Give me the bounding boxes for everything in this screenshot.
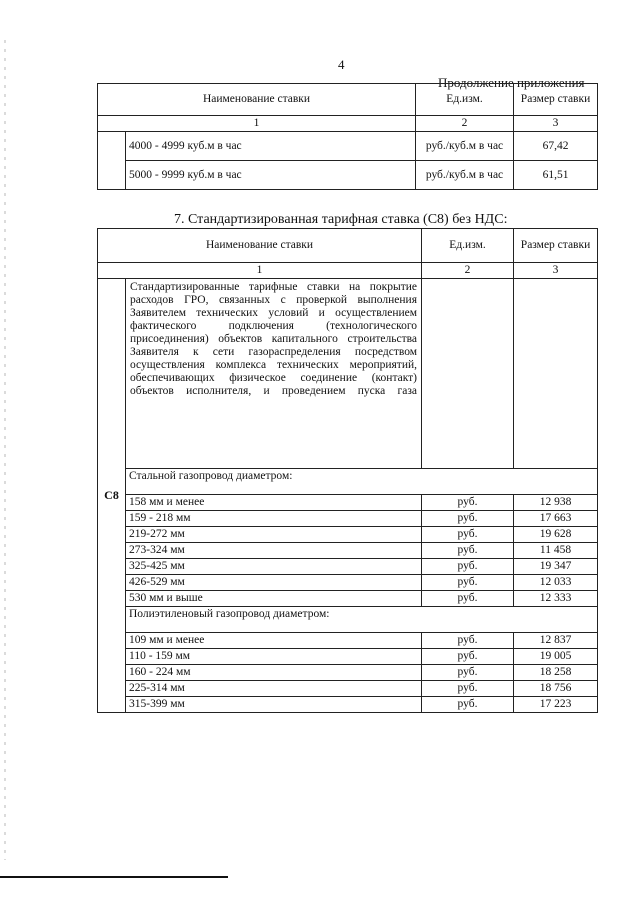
table-row <box>98 495 598 511</box>
column-number-row <box>98 116 598 132</box>
table-row <box>98 559 598 575</box>
row-unit: руб. <box>422 681 514 697</box>
header-name: Наименование ставки <box>98 229 422 263</box>
row-value: 17 223 <box>514 697 598 713</box>
row-name: 273-324 мм <box>126 543 422 559</box>
table-row <box>98 161 598 190</box>
col-num-1: 1 <box>98 116 416 132</box>
row-unit: руб. <box>422 591 514 607</box>
row-value: 12 333 <box>514 591 598 607</box>
row-value: 17 663 <box>514 511 598 527</box>
table-row <box>98 697 598 713</box>
row-name: 159 - 218 мм <box>126 511 422 527</box>
tariff-table-c8 <box>97 228 598 713</box>
empty-cell <box>514 279 598 469</box>
rate-description: Стандартизированные тарифные ставки на покрытие расходов ГРО, связанных с проверкой выполнения Заявителем технических условий и осуществлением фактического подключения (технологического присоединения) объектов капитального строительства Заявителя к сети газораспределения посредством осуществления комплекса технических мероприятий, обеспечивающих физическое соединение (контакт) объектов исполнителя, и проведением пуска газа <box>126 279 422 469</box>
header-unit: Ед.изм. <box>416 84 514 116</box>
header-size: Размер ставки <box>514 84 598 116</box>
row-value: 19 347 <box>514 559 598 575</box>
row-unit: руб. <box>422 527 514 543</box>
header-name: Наименование ставки <box>98 84 416 116</box>
header-unit: Ед.изм. <box>422 229 514 263</box>
row-value: 12 837 <box>514 633 598 649</box>
col-num-3: 3 <box>514 116 598 132</box>
row-value: 12 938 <box>514 495 598 511</box>
rate-code-cell: С8 <box>98 279 126 713</box>
group-header-row <box>98 469 598 495</box>
row-unit: руб./куб.м в час <box>416 132 514 161</box>
row-unit: руб. <box>422 633 514 649</box>
row-value: 12 033 <box>514 575 598 591</box>
group-header-row <box>98 607 598 633</box>
table-row <box>98 681 598 697</box>
row-name: 325-425 мм <box>126 559 422 575</box>
pe-pipe-header: Полиэтиленовый газопровод диаметром: <box>126 607 598 633</box>
table-row <box>98 665 598 681</box>
col-num-2: 2 <box>416 116 514 132</box>
row-value: 18 756 <box>514 681 598 697</box>
table-row <box>98 543 598 559</box>
row-unit: руб. <box>422 697 514 713</box>
row-value: 11 458 <box>514 543 598 559</box>
continuation-label: Продолжение приложения <box>438 75 585 90</box>
row-value: 19 628 <box>514 527 598 543</box>
row-unit: руб. <box>422 511 514 527</box>
row-name: 110 - 159 мм <box>126 649 422 665</box>
steel-pipe-header: Стальной газопровод диаметром: <box>126 469 598 495</box>
row-name: 109 мм и менее <box>126 633 422 649</box>
row-value: 61,51 <box>514 161 598 190</box>
page-number: 4 <box>338 57 345 72</box>
table-row <box>98 511 598 527</box>
row-name: 4000 - 4999 куб.м в час <box>126 132 416 161</box>
empty-code-cell <box>98 132 126 190</box>
row-unit: руб./куб.м в час <box>416 161 514 190</box>
row-name: 160 - 224 мм <box>126 665 422 681</box>
row-unit: руб. <box>422 543 514 559</box>
row-value: 18 258 <box>514 665 598 681</box>
row-unit: руб. <box>422 649 514 665</box>
row-value: 19 005 <box>514 649 598 665</box>
col-num-3: 3 <box>514 263 598 279</box>
row-value: 67,42 <box>514 132 598 161</box>
description-row <box>98 279 598 469</box>
table-header-row <box>98 84 598 116</box>
row-name: 530 мм и выше <box>126 591 422 607</box>
table-row <box>98 575 598 591</box>
row-unit: руб. <box>422 495 514 511</box>
table-header-row <box>98 229 598 263</box>
row-unit: руб. <box>422 665 514 681</box>
col-num-2: 2 <box>422 263 514 279</box>
header-size: Размер ставки <box>514 229 598 263</box>
tariff-table-continued <box>97 83 598 190</box>
empty-cell <box>422 279 514 469</box>
scan-bottom-line <box>0 876 228 878</box>
table-row <box>98 633 598 649</box>
table-row <box>98 132 598 161</box>
row-unit: руб. <box>422 575 514 591</box>
row-name: 426-529 мм <box>126 575 422 591</box>
row-name: 225-314 мм <box>126 681 422 697</box>
row-name: 219-272 мм <box>126 527 422 543</box>
row-name: 315-399 мм <box>126 697 422 713</box>
scan-edge-artifact <box>4 40 6 860</box>
table-row <box>98 649 598 665</box>
row-name: 158 мм и менее <box>126 495 422 511</box>
column-number-row <box>98 263 598 279</box>
row-name: 5000 - 9999 куб.м в час <box>126 161 416 190</box>
table-row <box>98 527 598 543</box>
row-unit: руб. <box>422 559 514 575</box>
table-row <box>98 591 598 607</box>
col-num-1: 1 <box>98 263 422 279</box>
section-7-title: 7. Стандартизированная тарифная ставка (С8) без НДС: <box>174 212 508 227</box>
